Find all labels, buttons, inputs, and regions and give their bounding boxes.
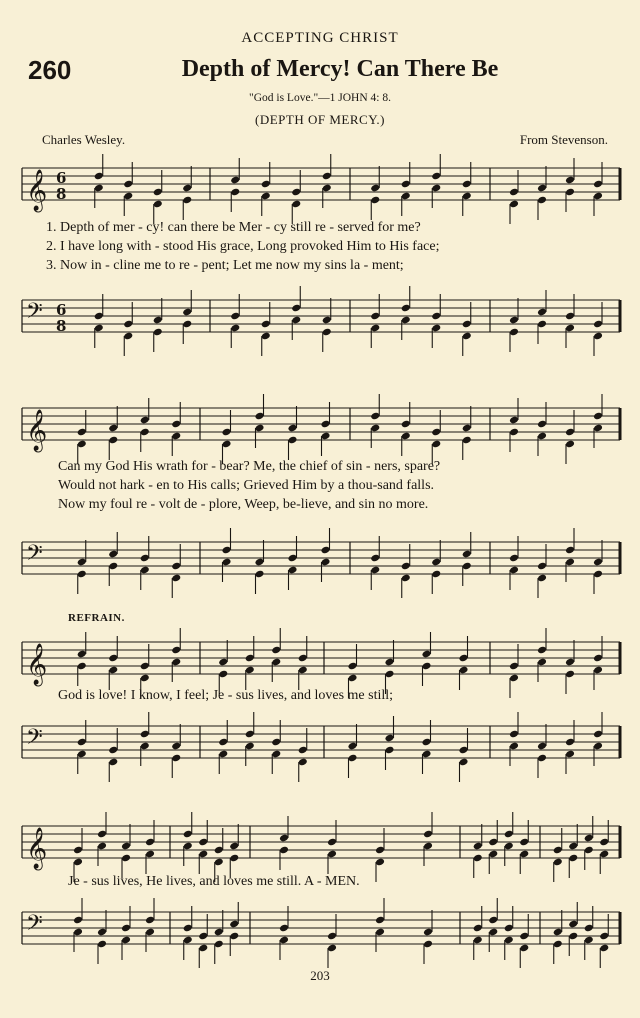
treble-clef-icon: 𝄞 <box>26 644 48 685</box>
bass-clef-icon: 𝄢 <box>26 911 43 941</box>
bass-clef-icon: 𝄢 <box>26 725 43 755</box>
lyric-line: 1. Depth of mer - cy! can there be Mer - cy still re - served for me? <box>46 220 421 235</box>
scripture-epigraph: "God is Love."—1 JOHN 4: 8. <box>249 92 391 104</box>
treble-clef-icon: 𝄞 <box>26 828 48 869</box>
page-number: 203 <box>310 968 330 983</box>
lyric-line: Now my foul re - volt de - plore, Weep, be-lieve, and sin no more. <box>58 497 429 512</box>
bass-clef-icon: 𝄢 <box>26 541 43 571</box>
bass-staff-system-3 <box>22 716 622 776</box>
treble-clef-icon: 𝄞 <box>26 170 48 211</box>
treble-staff-system-2 <box>22 398 622 458</box>
hymn-number: 260 <box>28 55 72 85</box>
lyric-line: Je - sus lives, He lives, and loves me still. A - MEN. <box>68 874 360 889</box>
lyric-line: 3. Now in - cline me to re - pent; Let me now my sins la - ment; <box>46 258 404 273</box>
lyric-line: Would not hark - en to His calls; Grieved Him by a thou-sand falls. <box>58 478 435 493</box>
bass-staff-system-1 <box>22 290 622 350</box>
refrain-label: REFRAIN. <box>68 612 125 624</box>
time-signature-bottom: 8 <box>56 317 67 335</box>
tune-name: (DEPTH OF MERCY.) <box>255 112 385 127</box>
section-title: ACCEPTING CHRIST <box>241 30 399 46</box>
bass-staff-system-2 <box>22 532 622 592</box>
hymn-title: Depth of Mercy! Can There Be <box>181 56 499 82</box>
treble-staff-system-1 <box>22 158 622 218</box>
bass-clef-icon: 𝄢 <box>26 299 43 329</box>
time-signature-top: 6 <box>56 301 67 319</box>
bass-staff-system-4 <box>22 902 622 962</box>
treble-clef-icon: 𝄞 <box>26 410 48 451</box>
author-credit: Charles Wesley. <box>42 132 126 147</box>
lyric-line: God is love! I know, I feel; Je - sus lives, and loves me still; <box>58 688 394 703</box>
time-signature-bottom: 8 <box>56 185 67 203</box>
treble-staff-system-4 <box>22 816 622 876</box>
lyric-line: 2. I have long with - stood His grace, Long provoked Him to His face; <box>46 239 440 254</box>
composer-credit: From Stevenson. <box>519 132 608 147</box>
lyric-line: Can my God His wrath for - bear? Me, the chief of sin - ners, spare? <box>58 459 441 474</box>
treble-staff-system-3 <box>22 632 622 692</box>
time-signature-top: 6 <box>56 169 67 187</box>
